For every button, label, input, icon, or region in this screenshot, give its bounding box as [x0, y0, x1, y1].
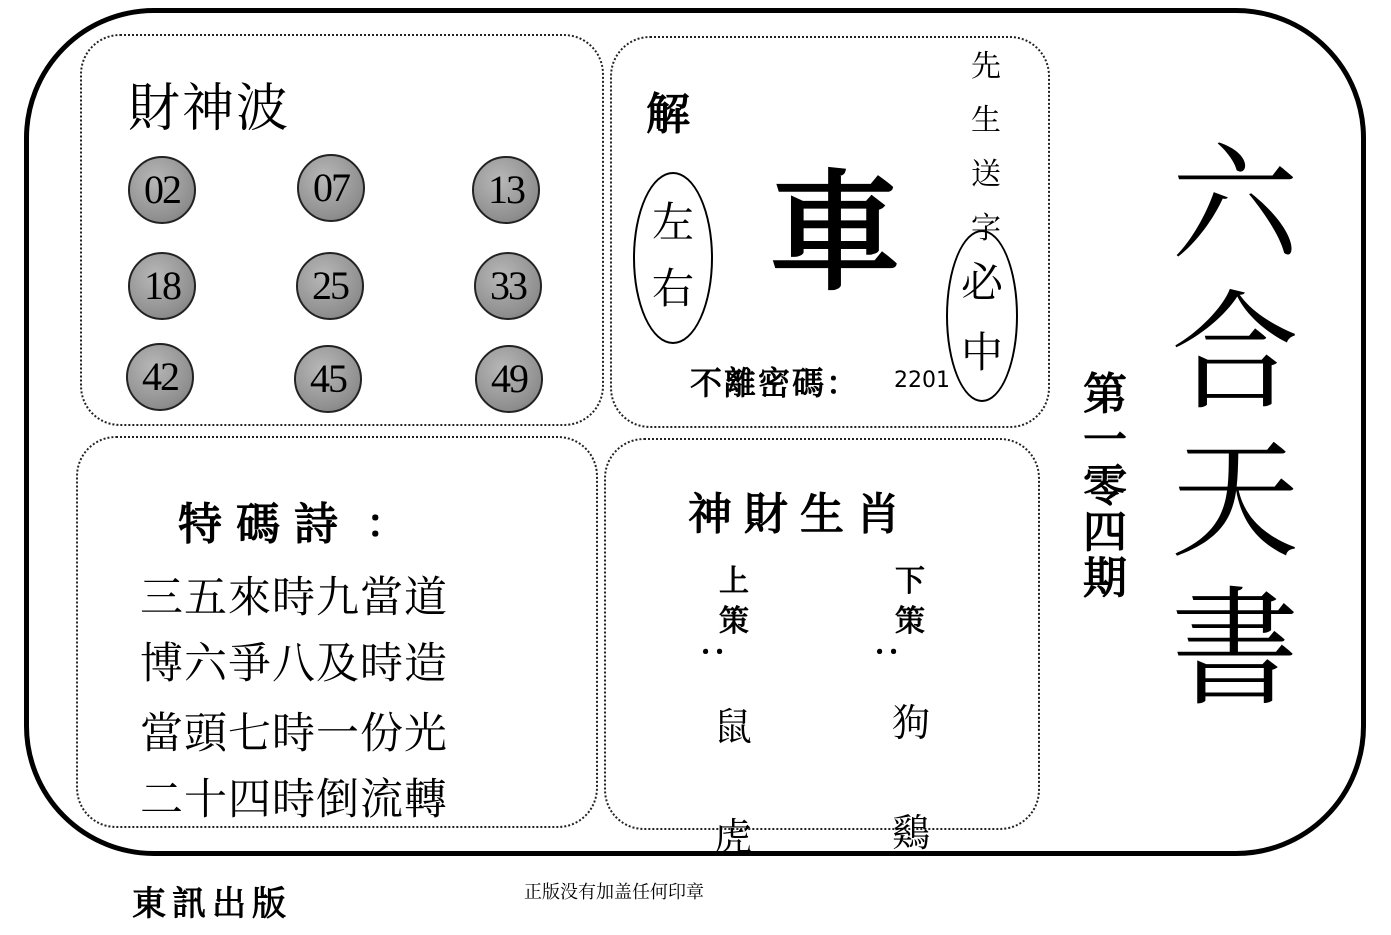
number-ball: 49: [475, 345, 543, 413]
title-char: 天: [1170, 427, 1299, 576]
number-ball: 45: [294, 345, 362, 413]
big-character: 車: [770, 157, 901, 309]
poem-title: 特碼詩: [178, 499, 352, 550]
label-char: 策: [719, 604, 749, 639]
oval-char: 中: [960, 328, 1003, 377]
title-char: 合: [1170, 279, 1299, 428]
poem-line: 二十四時倒流轉: [140, 775, 448, 825]
poem-line: 三五來時九當道: [140, 573, 448, 623]
issue-char: 四: [1083, 507, 1127, 558]
label-char: 下: [895, 564, 925, 599]
issue-number: [1080, 369, 1130, 604]
zodiac-item: 鷄: [891, 811, 930, 855]
zodiac-item: 虎: [713, 815, 752, 859]
number-ball: 07: [297, 154, 365, 222]
oval-char: 必: [960, 258, 1003, 307]
left-right-text: [633, 190, 713, 322]
lower-plan-items: [886, 668, 936, 888]
upper-plan-label: [712, 562, 756, 642]
lower-plan-label: [888, 562, 932, 642]
number-ball: 33: [474, 252, 542, 320]
must-hit-text: [946, 248, 1018, 388]
poem-line: 博六爭八及時造: [140, 639, 448, 689]
zodiac-item: 鼠: [713, 705, 752, 749]
title-char: 六: [1170, 131, 1299, 280]
issue-char: 期: [1083, 553, 1127, 604]
publisher-label: 東訊出版: [132, 884, 292, 924]
authenticity-note: 正版没有加盖任何印章: [524, 882, 704, 903]
number-ball: 13: [472, 156, 540, 224]
sender-vertical-text: [966, 40, 1006, 256]
jie-label: 解: [646, 89, 690, 140]
oval-char: 右: [651, 264, 694, 313]
book-title: [1160, 132, 1310, 724]
vertical-char: 先: [971, 49, 1001, 84]
zodiac-title: 神財生肖: [688, 489, 912, 540]
issue-char: 零: [1083, 461, 1127, 512]
upper-plan-items: [708, 672, 758, 892]
title-char: 書: [1170, 575, 1299, 724]
number-ball: 42: [126, 343, 194, 411]
issue-char: 一: [1083, 415, 1127, 466]
number-ball: 18: [128, 252, 196, 320]
zodiac-item: 狗: [891, 701, 930, 745]
poem-colon: ：: [366, 501, 406, 547]
number-ball: 02: [128, 156, 196, 224]
lower-plan-colon: ：: [867, 643, 908, 678]
label-char: 策: [895, 604, 925, 639]
vertical-char: 字: [971, 211, 1001, 246]
poem-line: 當頭七時一份光: [140, 709, 448, 759]
number-ball: 25: [296, 252, 364, 320]
caishen-title: 財神波: [128, 79, 291, 139]
issue-char: 第: [1083, 369, 1127, 420]
label-char: 上: [719, 564, 749, 599]
upper-plan-colon: ：: [693, 643, 734, 678]
secret-code-value: 2201: [894, 368, 950, 393]
vertical-char: 生: [971, 103, 1001, 138]
oval-char: 左: [651, 198, 694, 247]
secret-code-label: 不離密碼：: [690, 364, 861, 402]
vertical-char: 送: [971, 157, 1001, 192]
